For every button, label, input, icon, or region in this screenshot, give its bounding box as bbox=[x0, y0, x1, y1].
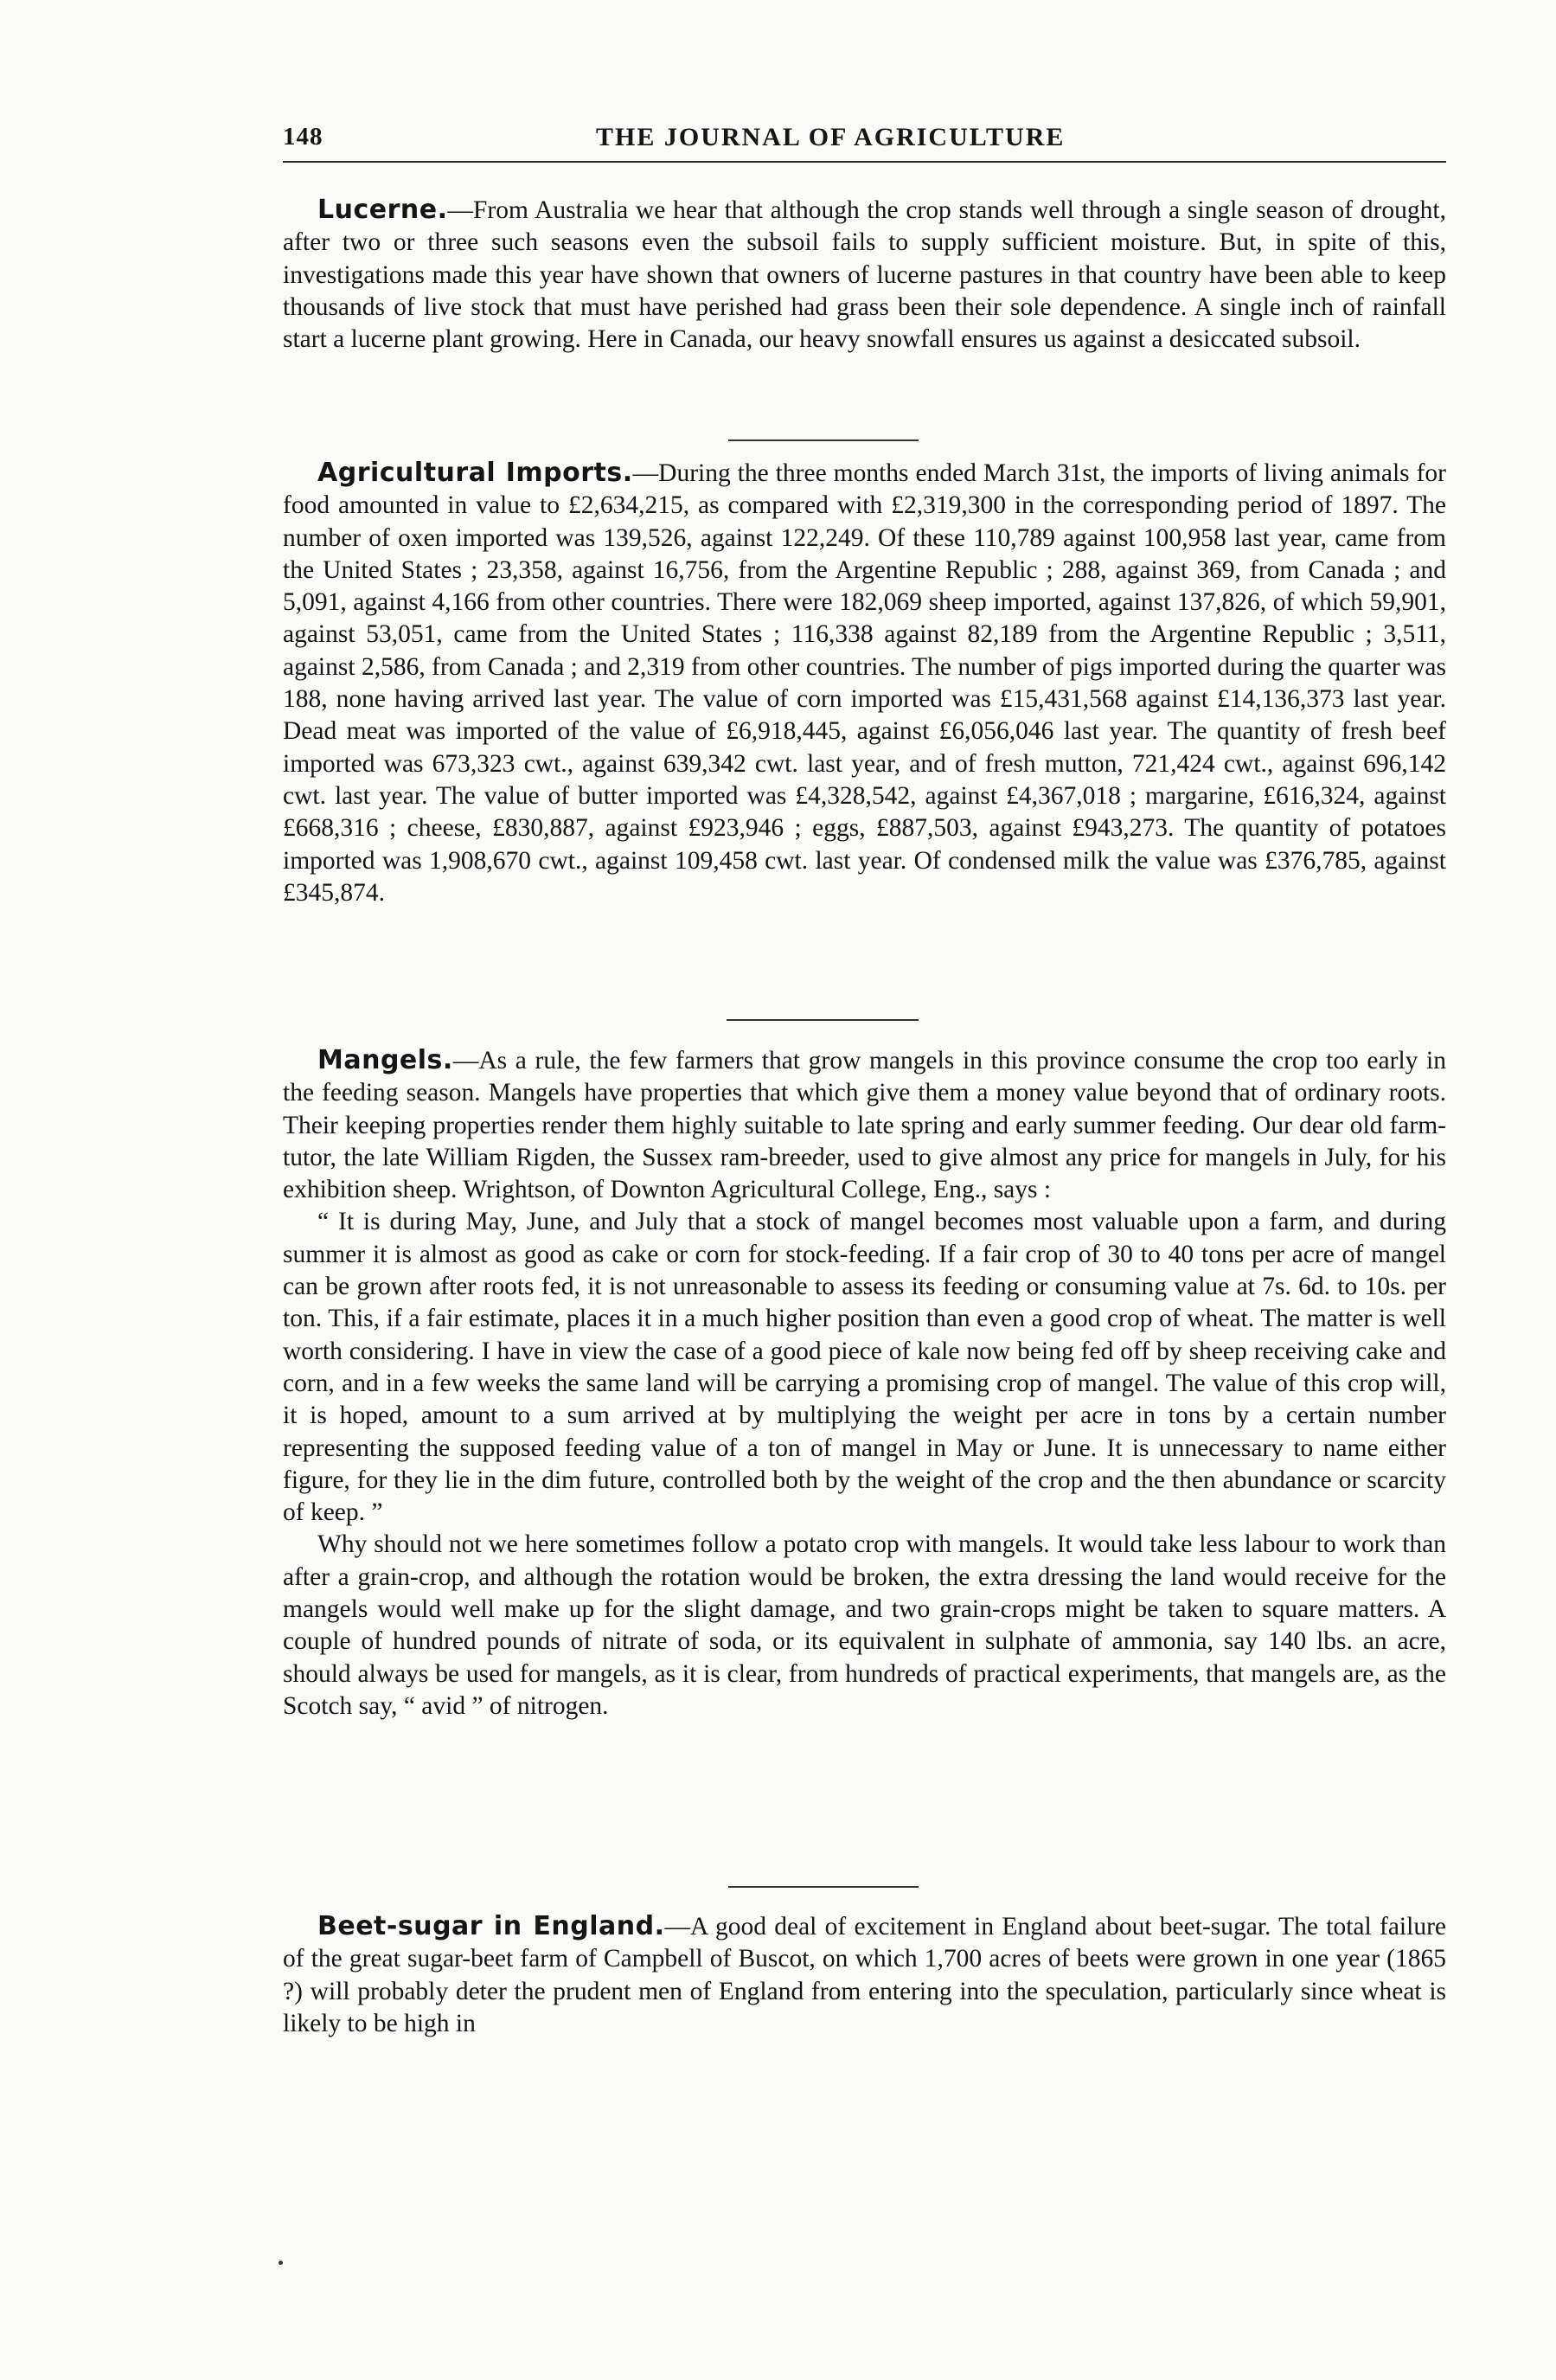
article-mangels bbox=[283, 1044, 1446, 1722]
lucerne-paragraph bbox=[283, 194, 1446, 356]
mangels-paragraph bbox=[283, 1044, 1446, 1206]
mangels-heading: Mangels. bbox=[317, 1045, 453, 1075]
lucerne-body: —From Australia we hear that although the crop stands well through a single season of drought, after two or three such seasons even the subsoil fails to supply sufficient moisture. But, in spite of this, investigations made this year have shown that owners of lucerne pastures in that country have been able to keep thousands of live stock that must have perished had grass been their sole dependence. A single inch of rainfall start a lucerne plant growing. Here in Canada, our heavy snowfall ensures us against a desiccated subsoil. bbox=[283, 196, 1446, 354]
article-agricultural-imports bbox=[283, 457, 1446, 909]
beet-sugar-paragraph bbox=[283, 1910, 1446, 2040]
section-divider bbox=[727, 1019, 919, 1021]
mangels-quotation: “ It is during May, June, and July that a stock of mangel becomes most valuable upon a farm, and during summer it is almost as good as cake or corn for stock-feeding. If a fair crop of 30 to 40 tons per acre of mangel can be grown after roots fed, it is not unreasonable to assess its feeding or consuming value at 7s. 6d. to 10s. per ton. This, if a fair estimate, places it in a much higher position than even a good crop of wheat. The matter is well worth considering. I have in view the case of a good piece of kale now being fed off by sheep receiving cake and corn, and in a few weeks the same land will be carrying a promising crop of mangel. The value of this crop will, it is hoped, amount to a sum arrived at by multiplying the weight per acre in tons by a certain number representing the supposed feeding value of a ton of mangel in May or June. It is unnecessary to name either figure, for they lie in the dim future, controlled both by the weight of the crop and the then abundance or scarcity of keep. ” bbox=[283, 1208, 1446, 1527]
imports-heading: Agricultural Imports. bbox=[317, 458, 633, 488]
beet-sugar-heading: Beet-sugar in England. bbox=[317, 1911, 665, 1941]
scan-speck bbox=[279, 2261, 283, 2265]
section-divider bbox=[728, 1886, 919, 1888]
article-lucerne bbox=[283, 194, 1446, 356]
mangels-body: —As a rule, the few farmers that grow mangels in this province consume the crop too early in the feeding season. Mangels have properties that which give them a money value beyond that of ordinary roots. Their keeping properties render them highly suitable to late spring and early summer feeding. Our dear old farm-tutor, the late William Rigden, the Sussex ram-breeder, used to give almost any price for mangels in July, for his exhibition sheep. Wrightson, of Downton Agricultural College, Eng., says : bbox=[283, 1047, 1446, 1204]
imports-body: —During the three months ended March 31st, the imports of living animals for food amounted in value to £2,634,215, as compared with £2,319,300 in the corresponding period of 1897. The number of oxen imported was 139,526, against 122,249. Of these 110,789 against 100,958 last year, came from the United States ; 23,358, against 16,756, from the Argentine Republic ; 288, against 369, from Canada ; and 5,091, against 4,166 from other countries. There were 182,069 sheep imported, against 137,826, of which 59,901, against 53,051, came from the United States ; 116,338 against 82,189 from the Argentine Republic ; 3,511, against 2,586, from Canada ; and 2,319 from other countries. The number of pigs imported during the quarter was 188, none having arrived last year. The value of corn imported was £15,431,568 against £14,136,373 last year. Dead meat was imported of the value of £6,918,445, against £6,056,046 last year. The quantity of fresh beef imported was 673,323 cwt., against 639,342 cwt. last year, and of fresh mutton, 721,424 cwt., against 696,142 cwt. last year. The value of butter imported was £4,328,542, against £4,367,018 ; margarine, £616,324, against £668,316 ; cheese, £830,887, against £923,946 ; eggs, £887,503, against £943,273. The quantity of potatoes imported was 1,908,670 cwt., against 109,458 cwt. last year. Of condensed milk the value was £376,785, against £345,874. bbox=[283, 459, 1446, 907]
beet-sugar-body: —A good deal of excitement in England about beet-sugar. The total failure of the great sugar-beet farm of Campbell of Buscot, on which 1,700 acres of beets were grown in one year (1865 ?) will probably deter the prudent men of England from entering into the speculation, particularly since wheat is likely to be high in bbox=[283, 1913, 1446, 2037]
journal-title: THE JOURNAL OF AGRICULTURE bbox=[596, 123, 1066, 151]
lucerne-heading: Lucerne. bbox=[317, 195, 448, 225]
mangels-followup: Why should not we here sometimes follow a potato crop with mangels. It would take less labour to work than after a grain-crop, and although the rotation would be broken, the extra dressing the land would receive for the mangels would well make up for the slight damage, and two grain-crops might be taken to square matters. A couple of hundred pounds of nitrate of soda, or its equivalent in sulphate of ammonia, say 140 lbs. an acre, should always be used for mangels, as it is clear, from hundreds of practical experiments, that mangels are, as the Scotch say, “ avid ” of nitrogen. bbox=[283, 1530, 1446, 1720]
section-divider bbox=[728, 439, 919, 441]
page-number: 148 bbox=[283, 123, 323, 151]
running-head bbox=[283, 123, 1446, 157]
imports-paragraph bbox=[283, 457, 1446, 909]
article-beet-sugar bbox=[283, 1910, 1446, 2040]
header-rule bbox=[283, 161, 1446, 163]
